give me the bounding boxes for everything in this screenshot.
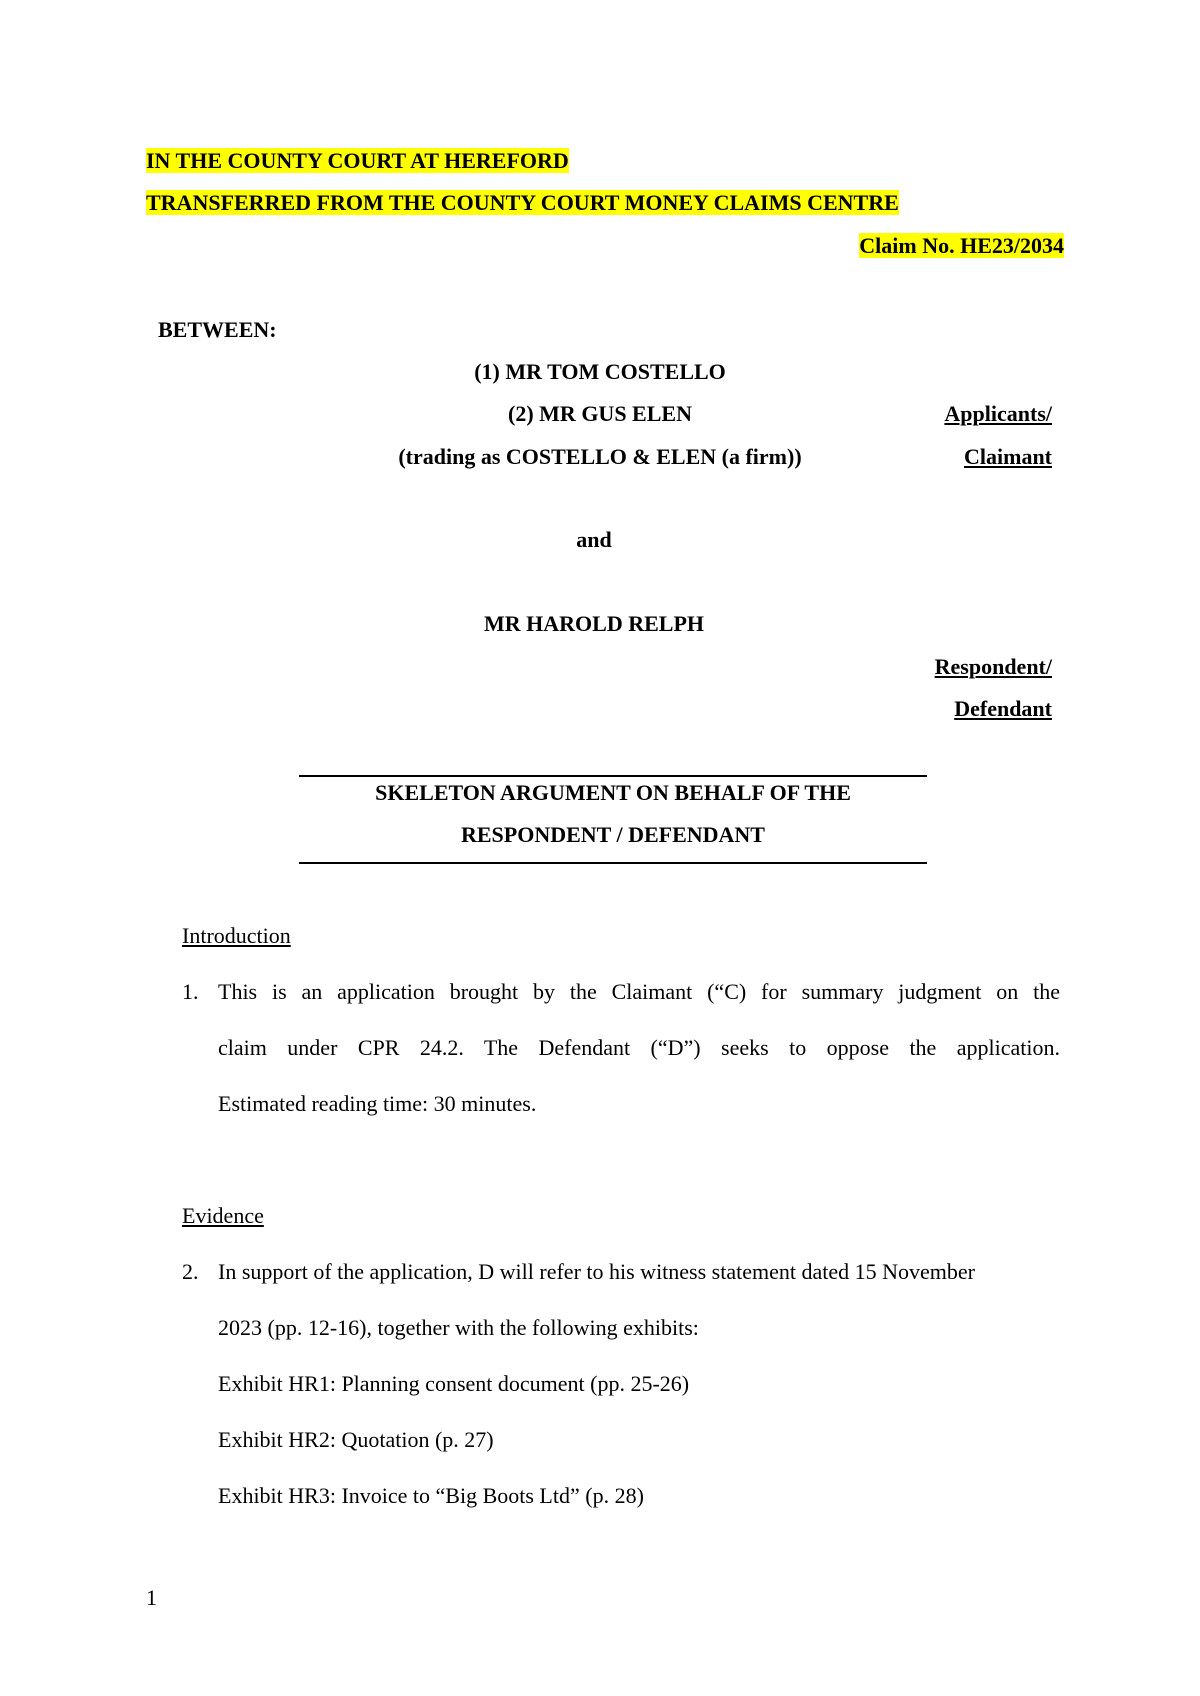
between-label: BETWEEN:: [158, 317, 277, 342]
claimant-1: (1) MR TOM COSTELLO: [474, 359, 726, 384]
evidence-heading: Evidence: [182, 1203, 264, 1228]
paragraph-2-number: 2.: [182, 1259, 199, 1284]
paragraph-2-line1: In support of the application, D will refer to his witness statement dated 15 November: [218, 1259, 975, 1284]
claimant-role-claimant: Claimant: [964, 444, 1052, 469]
claimant-2: (2) MR GUS ELEN: [508, 401, 692, 426]
defendant-role-respondent: Respondent/: [934, 654, 1052, 679]
exhibit-hr3: Exhibit HR3: Invoice to “Big Boots Ltd” (p. 28): [218, 1483, 644, 1508]
and-separator: and: [576, 527, 612, 552]
document-title-line1: SKELETON ARGUMENT ON BEHALF OF THE: [375, 780, 851, 805]
page-number: 1: [146, 1585, 157, 1610]
introduction-heading: Introduction: [182, 923, 291, 948]
paragraph-1: [218, 979, 1060, 1005]
paragraph-1-number: 1.: [182, 979, 199, 1004]
paragraph-1-line3: Estimated reading time: 30 minutes.: [218, 1091, 537, 1116]
transfer-heading: TRANSFERRED FROM THE COUNTY COURT MONEY CLAIMS CENTRE: [146, 190, 899, 215]
defendant-role-defendant: Defendant: [954, 696, 1052, 721]
paragraph-1-cont: [218, 1035, 1060, 1061]
paragraph-1-line2: claim under CPR 24.2. The Defendant (“D”) seeks to oppose the application.: [218, 1035, 1060, 1060]
claimant-firm: (trading as COSTELLO & ELEN (a firm)): [398, 444, 802, 469]
claimant-role-applicants: Applicants/: [944, 401, 1052, 426]
court-heading: IN THE COUNTY COURT AT HEREFORD: [146, 148, 569, 173]
title-bottom-rule: [299, 862, 927, 864]
document-title-line2: RESPONDENT / DEFENDANT: [461, 822, 765, 847]
claim-number: Claim No. HE23/2034: [859, 233, 1064, 258]
exhibit-hr1: Exhibit HR1: Planning consent document (pp. 25-26): [218, 1371, 690, 1396]
defendant-name: MR HAROLD RELPH: [484, 611, 704, 636]
title-top-rule: [299, 775, 927, 777]
paragraph-2-line2: 2023 (pp. 12-16), together with the following exhibits:: [218, 1315, 699, 1340]
paragraph-1-line1: This is an application brought by the Claimant (“C) for summary judgment on the: [218, 979, 1060, 1004]
exhibit-hr2: Exhibit HR2: Quotation (p. 27): [218, 1427, 494, 1452]
